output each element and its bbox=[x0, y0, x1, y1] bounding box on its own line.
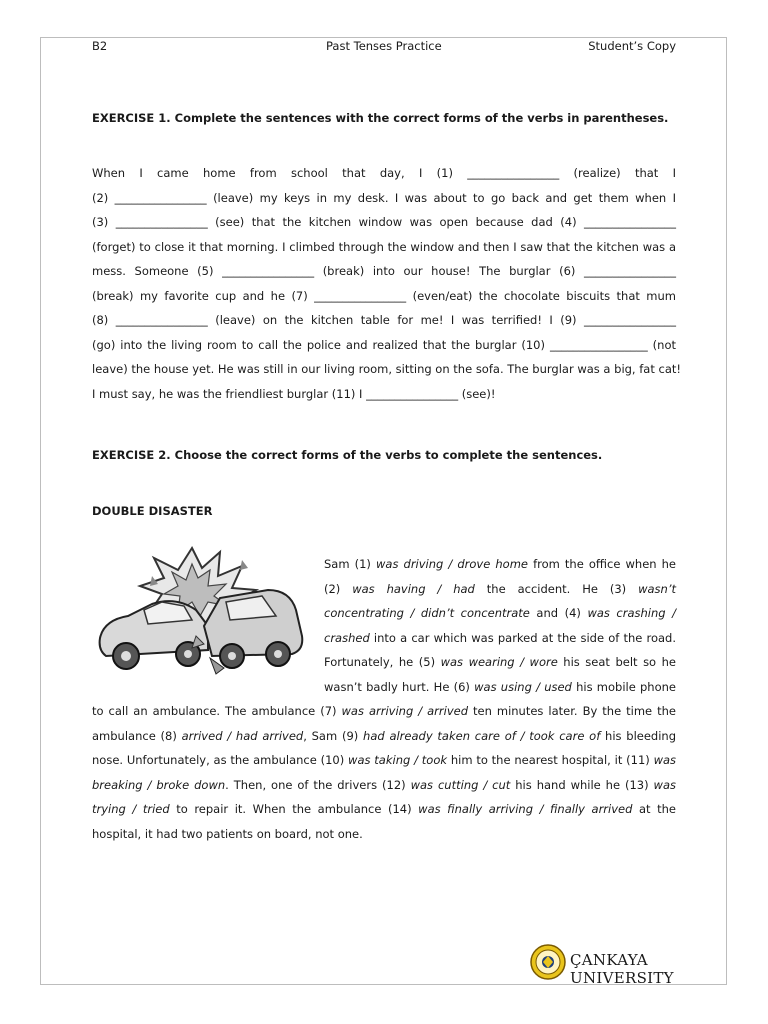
story-text: his seat belt so he bbox=[557, 655, 676, 669]
exercise1-line: (8) ________________ (leave) on the kitchen table for me! I was terrified! I (9) ________________ bbox=[92, 313, 676, 327]
story-text: Sam (1) bbox=[324, 557, 376, 571]
verb-choice: was bbox=[653, 753, 677, 767]
exercise1-line: (break) my favorite cup and he (7) ________________ (even/eat) the chocolate biscuits that mum bbox=[92, 288, 676, 303]
header-copy: Student’s Copy bbox=[588, 39, 676, 53]
exercise2-line bbox=[92, 748, 676, 773]
verb-choice: was wearing / wore bbox=[440, 655, 558, 669]
verb-choice: was driving / drove home bbox=[376, 557, 528, 571]
story-text: hospital, it had two patients on board, not one. bbox=[92, 826, 363, 841]
header-level: B2 bbox=[92, 39, 108, 53]
story-text: at the bbox=[632, 802, 676, 816]
verb-choice: breaking / broke down bbox=[92, 777, 226, 792]
exercise1-line: (3) ________________ (see) that the kitchen window was open because dad (4) ________________ bbox=[92, 215, 676, 229]
verb-choice: was crashing / bbox=[587, 606, 677, 620]
exercise2-line bbox=[92, 699, 676, 724]
exercise1-line: (forget) to close it that morning. I climbed through the window and then I saw that the kitchen was a bbox=[92, 239, 676, 254]
verb-choice: was bbox=[653, 777, 676, 792]
verb-choice: wasn’t bbox=[638, 581, 676, 596]
story-text: . Then, one of the drivers (12) bbox=[225, 777, 411, 792]
exercise2-line bbox=[324, 650, 676, 675]
exercise1-line: When I came home from school that day, I (1) ________________ (realize) that I bbox=[92, 166, 676, 180]
exercise2-line bbox=[92, 724, 676, 749]
exercise1-line: leave) the house yet. He was still in our living room, sitting on the sofa. The burglar was a big, fat cat! bbox=[92, 362, 681, 376]
story-text: wasn’t badly hurt. He (6) bbox=[324, 679, 475, 694]
verb-choice: trying / tried bbox=[92, 802, 170, 816]
story-text: ambulance (8) bbox=[92, 728, 182, 743]
story-text: his bleeding bbox=[600, 728, 677, 743]
header-title: Past Tenses Practice bbox=[326, 39, 442, 53]
verb-choice: was using / used bbox=[474, 679, 572, 694]
story-text: , Sam (9) bbox=[303, 728, 364, 743]
exercise1-line: mess. Someone (5) ________________ (break) into our house! The burglar (6) ________________ bbox=[92, 264, 676, 278]
story-text: him to the nearest hospital, it (11) bbox=[447, 753, 654, 767]
exercise2-title: EXERCISE 2. Choose the correct forms of the verbs to complete the sentences. bbox=[92, 448, 603, 462]
verb-choice: crashed bbox=[324, 630, 370, 645]
story-text: ten minutes later. By the time the bbox=[468, 704, 676, 718]
story-text: to call an ambulance. The ambulance (7) bbox=[92, 704, 342, 718]
story-text: into a car which was parked at the side of the road. bbox=[369, 630, 676, 645]
story-text: his mobile phone bbox=[571, 679, 676, 694]
verb-choice: was arriving / arrived bbox=[341, 704, 468, 718]
verb-choice: concentrating / didn’t concentrate bbox=[324, 606, 530, 620]
exercise2-line bbox=[92, 822, 676, 847]
exercise2-line bbox=[324, 626, 676, 651]
exercise2-line bbox=[324, 552, 676, 577]
story-text: and (4) bbox=[529, 606, 588, 620]
story-text: Fortunately, he (5) bbox=[324, 655, 441, 669]
exercise2-text bbox=[92, 552, 676, 846]
verb-choice: was cutting / cut bbox=[410, 777, 511, 792]
exercise1-line: (2) ________________ (leave) my keys in my desk. I was about to go back and get them when I bbox=[92, 190, 676, 205]
verb-choice: arrived / had arrived bbox=[181, 728, 304, 743]
story-text: to repair it. When the ambulance (14) bbox=[169, 802, 419, 816]
exercise2-line bbox=[324, 577, 676, 602]
verb-choice: was having / had bbox=[352, 581, 475, 596]
exercise1-line: I must say, he was the friendliest burglar (11) I ________________ (see)! bbox=[92, 386, 496, 401]
exercise2-line bbox=[92, 773, 676, 798]
logo-text: ÇANKAYA UNIVERSITY bbox=[570, 951, 674, 987]
story-text: his hand while he (13) bbox=[510, 777, 654, 792]
story-text: nose. Unfortunately, as the ambulance (10) bbox=[92, 753, 349, 767]
exercise1-text bbox=[92, 161, 681, 406]
exercise1-line: (go) into the living room to call the police and realized that the burglar (10) _________________ (not bbox=[92, 337, 676, 352]
story-title: DOUBLE DISASTER bbox=[92, 504, 213, 518]
story-text: (2) bbox=[324, 581, 353, 596]
verb-choice: had already taken care of / took care of bbox=[363, 728, 601, 743]
cankaya-university-logo bbox=[528, 942, 724, 987]
exercise1-title: EXERCISE 1. Complete the sentences with the correct forms of the verbs in parentheses. bbox=[92, 111, 669, 125]
exercise2-line bbox=[324, 675, 676, 700]
exercise2-line bbox=[324, 601, 676, 626]
exercise2-line bbox=[92, 797, 676, 822]
verb-choice: was taking / took bbox=[348, 753, 448, 767]
university-seal-icon bbox=[528, 942, 568, 982]
story-text: the accident. He (3) bbox=[474, 581, 639, 596]
verb-choice: was finally arriving / finally arrived bbox=[418, 802, 633, 816]
story-text: from the office when he bbox=[528, 557, 676, 571]
